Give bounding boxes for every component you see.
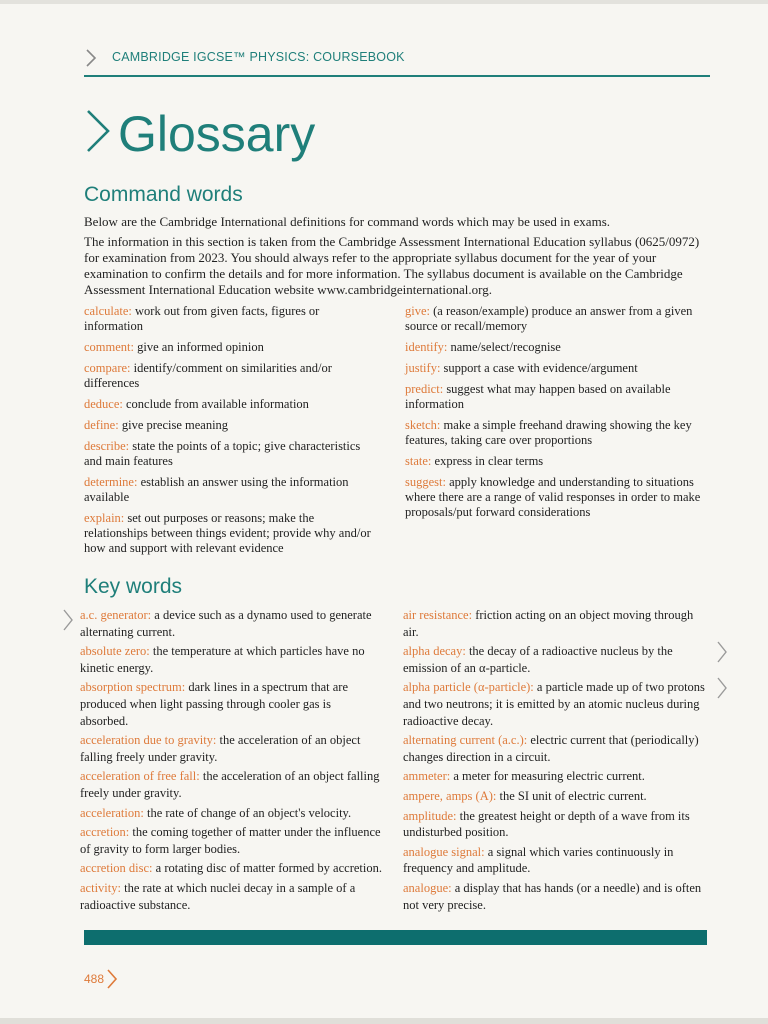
glossary-term: comment: xyxy=(84,340,134,354)
glossary-entry xyxy=(80,643,382,676)
glossary-definition: support a case with evidence/argument xyxy=(443,361,638,375)
glossary-entry xyxy=(403,880,710,913)
glossary-definition: apply knowledge and understanding to situations where there are a range of valid responses in order to make proposals/put forward considerations xyxy=(405,475,701,519)
glossary-definition: the rate at which nuclei decay in a sample of a radioactive substance. xyxy=(80,880,356,912)
glossary-entry xyxy=(84,397,380,412)
glossary-term: suggest: xyxy=(405,475,446,489)
glossary-term: absolute zero: xyxy=(80,644,150,659)
footer-bar xyxy=(84,930,707,945)
glossary-definition: make a simple freehand drawing showing the key features, taking care over proportions xyxy=(405,418,692,447)
glossary-term: give: xyxy=(405,304,430,318)
glossary-entry xyxy=(403,844,710,877)
header-rule xyxy=(84,75,710,77)
glossary-entry xyxy=(403,643,710,676)
glossary-definition: express in clear terms xyxy=(434,454,544,468)
intro-paragraph: Below are the Cambridge International definitions for command words which may be used in exams. xyxy=(84,214,610,229)
glossary-term: sketch: xyxy=(405,418,441,432)
glossary-term: state: xyxy=(405,454,432,468)
glossary-entry xyxy=(84,418,380,433)
chevron-right-icon xyxy=(106,968,118,990)
glossary-entry xyxy=(403,768,710,785)
glossary-term: ampere, amps (A): xyxy=(403,788,497,803)
glossary-term: analogue signal: xyxy=(403,844,485,859)
page-title xyxy=(84,100,315,168)
glossary-term: define: xyxy=(84,418,119,432)
glossary-entry xyxy=(84,475,380,505)
running-head xyxy=(112,50,405,64)
glossary-entry xyxy=(405,340,710,355)
scan-top-edge xyxy=(0,0,768,4)
glossary-term: activity: xyxy=(80,880,121,895)
glossary-entry xyxy=(403,788,710,805)
glossary-definition: the rate of change of an object's velocity. xyxy=(146,805,352,820)
glossary-term: analogue: xyxy=(403,880,452,895)
glossary-definition: establish an answer using the information available xyxy=(84,475,349,504)
glossary-term: acceleration of free fall: xyxy=(80,769,200,784)
glossary-definition: give precise meaning xyxy=(121,418,229,432)
key-words-right-column xyxy=(403,607,710,916)
glossary-term: a.c. generator: xyxy=(80,608,152,622)
glossary-term: accretion: xyxy=(80,825,130,840)
glossary-term: alternating current (a.c.): xyxy=(403,733,528,748)
glossary-term: air resistance: xyxy=(403,608,473,622)
glossary-term: describe: xyxy=(84,439,130,453)
glossary-entry xyxy=(80,824,382,857)
glossary-term: calculate: xyxy=(84,304,132,318)
chevron-right-icon xyxy=(84,107,112,155)
glossary-term: justify: xyxy=(405,361,441,375)
glossary-term: explain: xyxy=(84,511,125,525)
glossary-definition: identify/comment on similarities and/or differences xyxy=(84,361,332,390)
chevron-right-icon xyxy=(84,48,98,68)
glossary-entry xyxy=(405,418,710,448)
glossary-entry xyxy=(84,340,380,355)
glossary-entry xyxy=(80,860,382,877)
glossary-definition: give an informed opinion xyxy=(137,340,264,354)
command-words-right-column xyxy=(405,304,710,526)
glossary-term: deduce: xyxy=(84,397,123,411)
glossary-term: acceleration: xyxy=(80,805,144,820)
key-words-left-column xyxy=(80,607,382,916)
glossary-definition: friction acting on an object moving through air. xyxy=(403,608,694,639)
glossary-entry xyxy=(80,880,382,913)
glossary-definition: a display that has hands (or a needle) and is often not very precise. xyxy=(403,880,702,912)
glossary-entry xyxy=(405,361,710,376)
glossary-term: alpha decay: xyxy=(403,644,466,659)
glossary-entry xyxy=(80,805,382,822)
glossary-term: accretion disc: xyxy=(80,861,153,876)
glossary-entry xyxy=(405,304,710,334)
command-words-intro xyxy=(84,214,710,302)
glossary-term: amplitude: xyxy=(403,808,457,823)
glossary-definition: the greatest height or depth of a wave from its undisturbed position. xyxy=(403,808,690,840)
glossary-entry xyxy=(405,454,710,469)
glossary-term: absorption spectrum: xyxy=(80,680,186,695)
running-head-text: CAMBRIDGE IGCSE™ PHYSICS: COURSEBOOK xyxy=(112,50,405,64)
glossary-definition: the acceleration of an object falling freely under gravity. xyxy=(80,733,361,764)
glossary-definition: state the points of a topic; give characteristics and main features xyxy=(84,439,361,468)
glossary-term: predict: xyxy=(405,382,444,396)
glossary-definition: the acceleration of an object falling freely under gravity. xyxy=(80,769,380,800)
glossary-term: alpha particle (α-particle): xyxy=(403,680,534,695)
glossary-entry xyxy=(80,732,382,765)
glossary-definition: the coming together of matter under the influence of gravity to form larger bodies. xyxy=(80,825,381,856)
glossary-entry xyxy=(84,439,380,469)
glossary-definition: the decay of a radioactive nucleus by the emission of an α-particle. xyxy=(403,644,673,675)
chevron-right-icon xyxy=(716,640,728,664)
glossary-definition: set out purposes or reasons; make the relationships between things evident; provide why and/or how and support with relevant evidence xyxy=(84,511,371,555)
glossary-entry xyxy=(403,607,710,640)
glossary-entry xyxy=(403,732,710,765)
glossary-definition: a meter for measuring electric current. xyxy=(453,769,645,784)
glossary-definition: conclude from available information xyxy=(126,397,309,411)
glossary-definition: a particle made up of two protons and two neutrons; it is emitted by an atomic nucleus during radioactive decay. xyxy=(403,680,705,728)
glossary-entry xyxy=(405,475,710,520)
glossary-term: determine: xyxy=(84,475,138,489)
glossary-definition: the SI unit of electric current. xyxy=(499,788,647,803)
glossary-definition: electric current that (periodically) changes direction in a circuit. xyxy=(403,733,699,764)
intro-paragraph: The information in this section is taken from the Cambridge Assessment International Education syllabus (0625/0972) for examination from 2023. You should always refer to the appropriate syllabus document for the year of your examination to confirm the details and for more information. The syllabus document is available on the Cambridge Assessment International Education website www.cambridgeinternational.org. xyxy=(84,234,700,297)
glossary-definition: the temperature at which particles have no kinetic energy. xyxy=(80,644,365,675)
glossary-entry xyxy=(80,607,382,640)
glossary-definition: a device such as a dynamo used to generate alternating current. xyxy=(80,608,372,639)
glossary-definition: suggest what may happen based on available information xyxy=(405,382,671,411)
glossary-entry xyxy=(80,679,382,729)
glossary-term: ammeter: xyxy=(403,769,451,784)
glossary-definition: dark lines in a spectrum that are produced when light passing through cooler gas is absorbed. xyxy=(80,680,348,728)
glossary-definition: work out from given facts, figures or information xyxy=(84,304,320,333)
chevron-right-icon xyxy=(716,676,728,700)
glossary-definition: a rotating disc of matter formed by accretion. xyxy=(155,861,382,876)
glossary-definition: (a reason/example) produce an answer from a given source or recall/memory xyxy=(405,304,693,333)
glossary-term: identify: xyxy=(405,340,448,354)
chevron-right-icon xyxy=(62,608,74,632)
glossary-entry xyxy=(84,361,380,391)
glossary-entry xyxy=(403,808,710,841)
glossary-entry xyxy=(80,768,382,801)
scan-bottom-edge xyxy=(0,1018,768,1024)
page-number: 488 xyxy=(84,972,105,986)
command-words-left-column xyxy=(84,304,380,562)
glossary-entry xyxy=(405,382,710,412)
key-words-heading: Key words xyxy=(84,575,183,598)
glossary-entry xyxy=(403,679,710,729)
glossary-entry xyxy=(84,304,380,334)
glossary-term: compare: xyxy=(84,361,131,375)
glossary-definition: a signal which varies continuously in frequency and amplitude. xyxy=(403,844,674,876)
command-words-heading: Command words xyxy=(84,183,243,206)
glossary-entry xyxy=(84,511,380,556)
page-title-text: Glossary xyxy=(118,106,316,162)
glossary-definition: name/select/recognise xyxy=(450,340,561,354)
glossary-term: acceleration due to gravity: xyxy=(80,733,217,748)
